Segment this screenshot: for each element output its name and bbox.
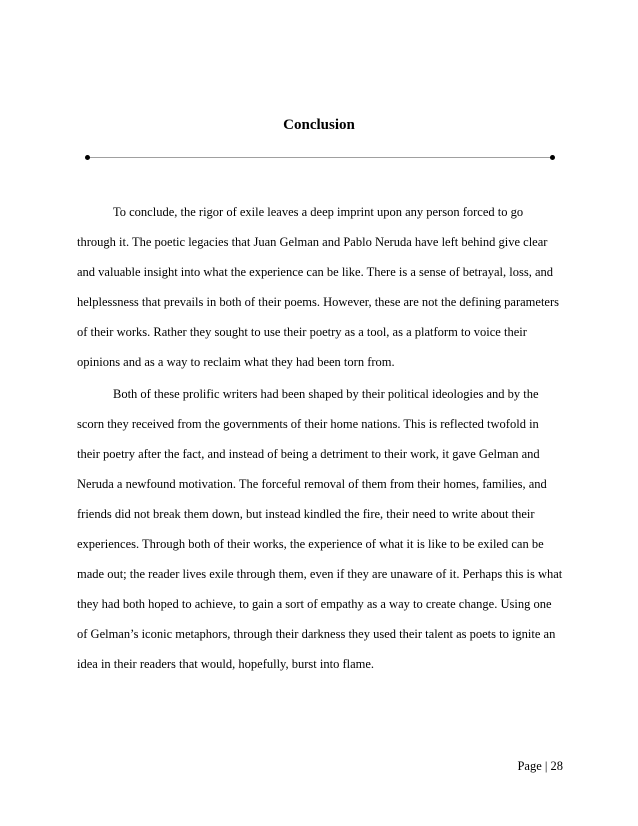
paragraph-line: of their works. Rather they sought to use their poetry as a tool, as a platform to voice their	[77, 325, 527, 339]
paragraph-line: Neruda a newfound motivation. The forceful removal of them from their homes, families, and	[77, 477, 547, 491]
paragraph-line: through it. The poetic legacies that Juan Gelman and Pablo Neruda have left behind give clear	[77, 235, 548, 249]
paragraph-line: experiences. Through both of their works, the experience of what it is like to be exiled can be	[77, 537, 544, 551]
paragraph-line: made out; the reader lives exile through them, even if they are unaware of it. Perhaps this is what	[77, 567, 563, 581]
paragraph-line: their poetry after the fact, and instead of being a detriment to their work, it gave Gelman and	[77, 447, 540, 461]
paragraph-line: opinions and as a way to reclaim what they had been torn from.	[77, 355, 395, 369]
page-number: Page | 28	[517, 759, 563, 773]
paragraph-line: idea in their readers that would, hopefully, burst into flame.	[77, 657, 375, 671]
paragraph-line: To conclude, the rigor of exile leaves a deep imprint upon any person forced to go	[113, 205, 524, 219]
paragraph-line: and valuable insight into what the experience can be like. There is a sense of betrayal, loss, and	[77, 265, 553, 279]
paragraph-line: helplessness that prevails in both of their poems. However, these are not the defining parameters	[77, 295, 559, 309]
paragraph-line: scorn they received from the governments of their home nations. This is reflected twofold in	[77, 417, 539, 431]
paragraph-line: Both of these prolific writers had been shaped by their political ideologies and by the	[113, 387, 539, 401]
title-divider	[88, 157, 552, 158]
divider-left-dot	[85, 155, 90, 160]
paragraph-line: of Gelman’s iconic metaphors, through their darkness they used their talent as poets to ignite an	[77, 627, 556, 641]
paragraph-2	[77, 379, 563, 679]
paragraph-line: they had both hoped to achieve, to gain a sort of empathy as a way to create change. Using one	[77, 597, 552, 611]
page-title: Conclusion	[283, 117, 355, 133]
divider-right-dot	[550, 155, 555, 160]
paragraph-line: friends did not break them down, but instead kindled the fire, their need to write about their	[77, 507, 535, 521]
paragraph-1	[77, 197, 563, 377]
